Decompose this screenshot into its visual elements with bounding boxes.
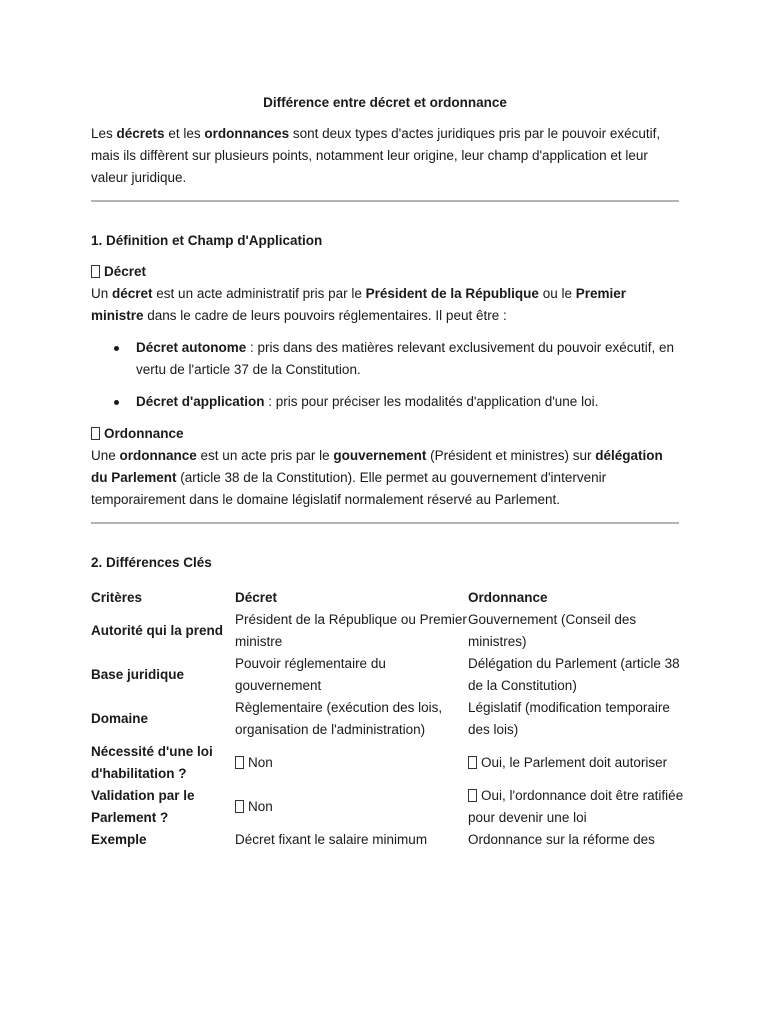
table-header-row: [91, 587, 691, 609]
table-row: [91, 697, 691, 741]
column-header: Ordonnance: [468, 590, 548, 605]
column-header: Critères: [91, 590, 143, 605]
table-cell: Domaine: [91, 711, 149, 726]
table-row: [91, 741, 691, 785]
missing-glyph-icon: [468, 789, 477, 802]
table-cell: Législatif (modification temporaire des lois): [468, 700, 670, 737]
table-cell: Autorité qui la prend: [91, 623, 224, 638]
table-cell: Exemple: [91, 832, 147, 847]
missing-glyph-icon: [235, 756, 244, 769]
table-cell: Président de la République ou Premier ministre: [235, 612, 467, 649]
table-cell: Oui, le Parlement doit autoriser: [468, 741, 691, 785]
table-cell: Pouvoir réglementaire du gouvernement: [235, 656, 386, 693]
intro-paragraph: Les décrets et les ordonnances sont deux types d'actes juridiques pris par le pouvoir exécutif, mais ils diffèrent sur plusieurs points, notamment leur origine, leur champ d'application et leur valeur juridique.: [91, 126, 661, 185]
table-cell: Décret fixant le salaire minimum: [235, 832, 428, 847]
table-cell: Base juridique: [91, 667, 185, 682]
table-cell: Règlementaire (exécution des lois, organisation de l'administration): [235, 700, 443, 737]
section2-heading: 2. Différences Clés: [91, 555, 212, 570]
table-cell: Non: [235, 741, 468, 785]
decret-paragraph: Un décret est un acte administratif pris par le Président de la République ou le Premier ministre dans le cadre de leurs pouvoirs réglementaires. Il peut être :: [91, 286, 627, 323]
document-title: Différence entre décret et ordonnance: [263, 95, 507, 110]
decret-types-list: [91, 337, 679, 413]
table-cell: Non: [235, 785, 468, 829]
ordonnance-paragraph: Une ordonnance est un acte pris par le gouvernement (Président et ministres) sur délégation du Parlement (article 38 de la Constitution). Elle permet au gouvernement d'intervenir temporairement dans le domaine législatif normalement réservé au Parlement.: [91, 448, 663, 507]
table-row: [91, 609, 691, 653]
divider: [91, 522, 679, 524]
ordonnance-heading: Ordonnance: [91, 423, 679, 445]
missing-glyph-icon: [91, 427, 100, 440]
list-item: Décret autonome : pris dans des matières relevant exclusivement du pouvoir exécutif, en vertu de l'article 37 de la Constitution.: [136, 337, 679, 381]
table-row: [91, 653, 691, 697]
bullet-icon: [114, 346, 119, 351]
differences-table: [91, 587, 691, 851]
missing-glyph-icon: [91, 265, 100, 278]
bullet-icon: [114, 400, 119, 405]
missing-glyph-icon: [235, 800, 244, 813]
table-cell: Délégation du Parlement (article 38 de la Constitution): [468, 656, 680, 693]
section1-heading: 1. Définition et Champ d'Application: [91, 233, 323, 248]
missing-glyph-icon: [468, 756, 477, 769]
table-cell: Nécessité d'une loi d'habilitation ?: [91, 744, 213, 781]
decret-heading: Décret: [91, 261, 679, 283]
divider: [91, 200, 679, 202]
table-cell: Oui, l'ordonnance doit être ratifiée pour devenir une loi: [468, 788, 684, 825]
document-content: [91, 92, 684, 851]
table-row: [91, 829, 691, 851]
table-cell: Gouvernement (Conseil des ministres): [468, 612, 637, 649]
table-row: [91, 785, 691, 829]
list-item: Décret d'application : pris pour préciser les modalités d'application d'une loi.: [136, 391, 679, 413]
table-cell: Ordonnance sur la réforme des: [468, 832, 655, 847]
table-cell: Validation par le Parlement ?: [91, 788, 195, 825]
column-header: Décret: [235, 590, 278, 605]
